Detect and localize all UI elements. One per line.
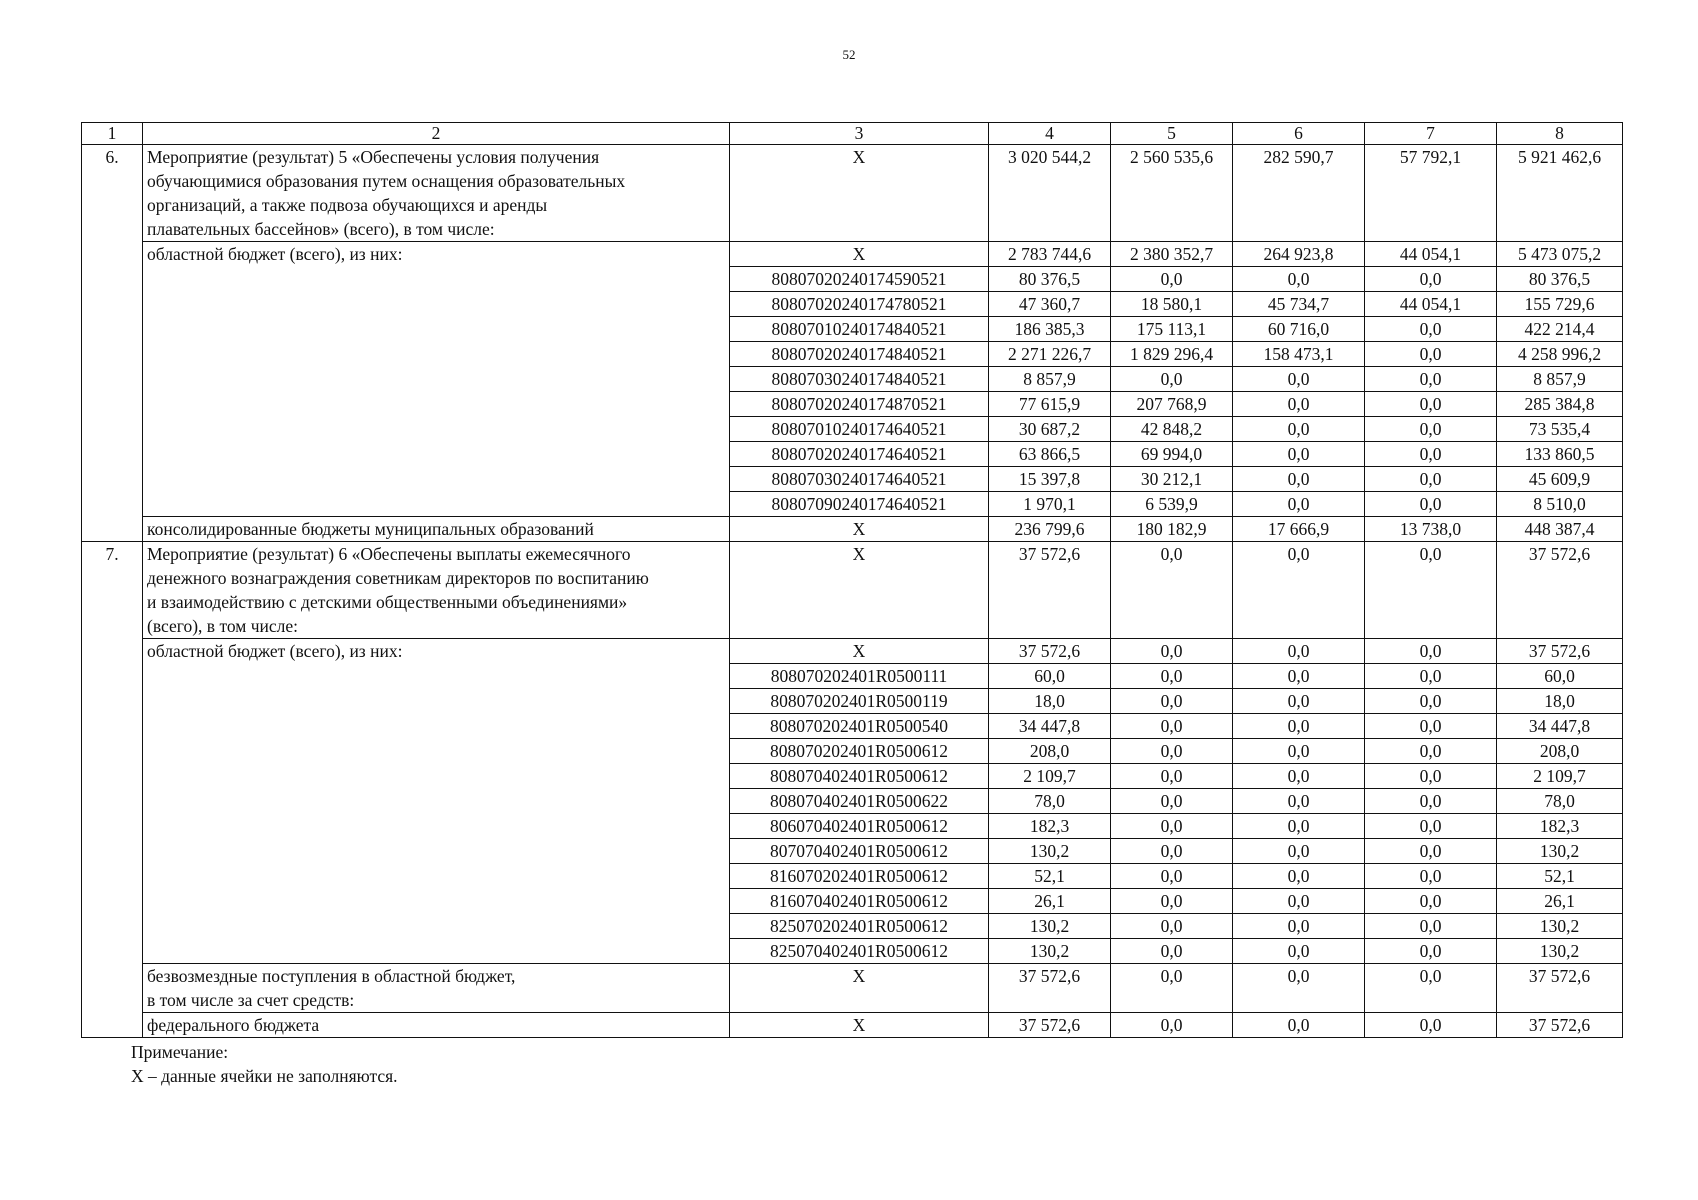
header-row	[82, 123, 1623, 145]
col-7-value: 13 738,0	[1365, 517, 1497, 542]
col-5-value: 0,0	[1111, 739, 1233, 764]
col-7-value: 0,0	[1365, 714, 1497, 739]
col-5-value: 0,0	[1111, 864, 1233, 889]
col-5-value: 0,0	[1111, 889, 1233, 914]
col-6-value: 0,0	[1233, 392, 1365, 417]
column-header-3: 3	[730, 123, 989, 145]
section-title-line: обучающимися образования путем оснащения образовательных	[147, 171, 626, 191]
col-7-value: 0,0	[1365, 267, 1497, 292]
budget-code: 80807020240174870521	[730, 392, 989, 417]
col-6-value: 282 590,7	[1233, 145, 1365, 242]
section-title	[143, 145, 730, 242]
col-4-value: 78,0	[989, 789, 1111, 814]
col-6-value: 0,0	[1233, 864, 1365, 889]
col-5-value: 2 380 352,7	[1111, 242, 1233, 267]
section-number: 6.	[82, 145, 143, 542]
col-7-value: 0,0	[1365, 1013, 1497, 1038]
budget-code: 80807020240174840521	[730, 342, 989, 367]
col-4-value: 37 572,6	[989, 639, 1111, 664]
section-title-line: Мероприятие (результат) 6 «Обеспечены выплаты ежемесячного	[147, 544, 631, 564]
col-4-value: 1 970,1	[989, 492, 1111, 517]
section-number: 7.	[82, 542, 143, 1038]
col-7-value: 44 054,1	[1365, 242, 1497, 267]
col-8-value: 182,3	[1497, 814, 1623, 839]
col-4-value: 186 385,3	[989, 317, 1111, 342]
col-7-value: 0,0	[1365, 789, 1497, 814]
col-5-value: 0,0	[1111, 639, 1233, 664]
col-8-value: 18,0	[1497, 689, 1623, 714]
col-8-value: 26,1	[1497, 889, 1623, 914]
column-header-8: 8	[1497, 123, 1623, 145]
group-label-line: безвозмездные поступления в областной бюджет,	[147, 966, 516, 986]
col-7-value: 0,0	[1365, 664, 1497, 689]
budget-code: 80807010240174640521	[730, 417, 989, 442]
section-title-row	[82, 145, 1623, 242]
col-4-value: 37 572,6	[989, 964, 1111, 1013]
budget-code: 80807030240174640521	[730, 467, 989, 492]
budget-code: 825070402401R0500612	[730, 939, 989, 964]
budget-code: 80807020240174590521	[730, 267, 989, 292]
col-5-value: 0,0	[1111, 814, 1233, 839]
col-8-value: 60,0	[1497, 664, 1623, 689]
footnote-text: X – данные ячейки не заполняются.	[131, 1066, 398, 1086]
col-5-value: 0,0	[1111, 267, 1233, 292]
group-label-line: областной бюджет (всего), из них:	[147, 641, 403, 661]
col-4-value: 15 397,8	[989, 467, 1111, 492]
col-5-value: 0,0	[1111, 689, 1233, 714]
group-row	[82, 242, 1623, 267]
group-label-line: областной бюджет (всего), из них:	[147, 244, 403, 264]
col-7-value: 0,0	[1365, 764, 1497, 789]
col-6-value: 0,0	[1233, 789, 1365, 814]
budget-table	[81, 122, 1623, 1038]
col-7-value: 0,0	[1365, 492, 1497, 517]
col-5-value: 69 994,0	[1111, 442, 1233, 467]
col-8-value: 422 214,4	[1497, 317, 1623, 342]
col-5-value: 0,0	[1111, 764, 1233, 789]
budget-code: 808070202401R0500540	[730, 714, 989, 739]
section-title-line: и взаимодействию с детскими общественными объединениями»	[147, 592, 628, 612]
col-7-value: 0,0	[1365, 689, 1497, 714]
group-label	[143, 964, 730, 1013]
col-6-value: 0,0	[1233, 764, 1365, 789]
col-5-value: 2 560 535,6	[1111, 145, 1233, 242]
col-8-value: 2 109,7	[1497, 764, 1623, 789]
col-6-value: 17 666,9	[1233, 517, 1365, 542]
section-title-line: организаций, а также подвоза обучающихся и аренды	[147, 195, 548, 215]
col-4-value: 77 615,9	[989, 392, 1111, 417]
col-8-value: 34 447,8	[1497, 714, 1623, 739]
group-label	[143, 639, 730, 964]
page-number: 52	[842, 47, 856, 62]
col-5-value: 0,0	[1111, 939, 1233, 964]
col-7-value: 0,0	[1365, 317, 1497, 342]
budget-code: 807070402401R0500612	[730, 839, 989, 864]
budget-code: 816070402401R0500612	[730, 889, 989, 914]
budget-code: 808070402401R0500612	[730, 764, 989, 789]
col-6-value: 0,0	[1233, 914, 1365, 939]
col-6-value: 0,0	[1233, 417, 1365, 442]
column-3-cell: X	[730, 542, 989, 639]
col-8-value: 37 572,6	[1497, 542, 1623, 639]
col-7-value: 0,0	[1365, 639, 1497, 664]
section-title-line: плавательных бассейнов» (всего), в том числе:	[147, 219, 495, 239]
budget-code: 80807020240174780521	[730, 292, 989, 317]
column-header-7: 7	[1365, 123, 1497, 145]
col-6-value: 264 923,8	[1233, 242, 1365, 267]
group-label-line: в том числе за счет средств:	[147, 990, 355, 1010]
group-label	[143, 1013, 730, 1038]
col-7-value: 44 054,1	[1365, 292, 1497, 317]
group-label-line: консолидированные бюджеты муниципальных образований	[147, 519, 594, 539]
column-header-6: 6	[1233, 123, 1365, 145]
col-5-value: 0,0	[1111, 1013, 1233, 1038]
budget-code: 80807030240174840521	[730, 367, 989, 392]
col-7-value: 0,0	[1365, 939, 1497, 964]
group-row	[82, 964, 1623, 1013]
col-8-value: 5 473 075,2	[1497, 242, 1623, 267]
column-3-cell: X	[730, 517, 989, 542]
col-6-value: 0,0	[1233, 267, 1365, 292]
col-6-value: 0,0	[1233, 714, 1365, 739]
budget-code: 808070202401R0500111	[730, 664, 989, 689]
col-8-value: 130,2	[1497, 939, 1623, 964]
section-title	[143, 542, 730, 639]
col-8-value: 73 535,4	[1497, 417, 1623, 442]
column-header-1: 1	[82, 123, 143, 145]
col-4-value: 52,1	[989, 864, 1111, 889]
col-8-value: 37 572,6	[1497, 639, 1623, 664]
budget-code: 80807020240174640521	[730, 442, 989, 467]
column-3-cell: X	[730, 639, 989, 664]
col-7-value: 0,0	[1365, 467, 1497, 492]
col-6-value: 0,0	[1233, 964, 1365, 1013]
col-7-value: 0,0	[1365, 367, 1497, 392]
section-title-line: (всего), в том числе:	[147, 616, 299, 636]
col-4-value: 208,0	[989, 739, 1111, 764]
section-title-line: Мероприятие (результат) 5 «Обеспечены условия получения	[147, 147, 600, 167]
col-7-value: 0,0	[1365, 417, 1497, 442]
col-4-value: 37 572,6	[989, 542, 1111, 639]
section-title-line: денежного вознаграждения советникам директоров по воспитанию	[147, 568, 649, 588]
col-8-value: 155 729,6	[1497, 292, 1623, 317]
col-6-value: 0,0	[1233, 639, 1365, 664]
col-4-value: 8 857,9	[989, 367, 1111, 392]
col-4-value: 80 376,5	[989, 267, 1111, 292]
col-5-value: 0,0	[1111, 542, 1233, 639]
col-4-value: 2 109,7	[989, 764, 1111, 789]
col-8-value: 130,2	[1497, 914, 1623, 939]
column-header-4: 4	[989, 123, 1111, 145]
col-6-value: 0,0	[1233, 542, 1365, 639]
col-6-value: 0,0	[1233, 664, 1365, 689]
col-7-value: 0,0	[1365, 889, 1497, 914]
column-header-2: 2	[143, 123, 730, 145]
col-7-value: 0,0	[1365, 442, 1497, 467]
col-5-value: 0,0	[1111, 914, 1233, 939]
budget-code: 808070202401R0500612	[730, 739, 989, 764]
group-label	[143, 242, 730, 517]
budget-code: 80807010240174840521	[730, 317, 989, 342]
budget-code: 825070202401R0500612	[730, 914, 989, 939]
col-6-value: 0,0	[1233, 467, 1365, 492]
col-5-value: 6 539,9	[1111, 492, 1233, 517]
col-8-value: 45 609,9	[1497, 467, 1623, 492]
budget-code: 808070402401R0500622	[730, 789, 989, 814]
col-8-value: 8 857,9	[1497, 367, 1623, 392]
col-6-value: 0,0	[1233, 814, 1365, 839]
col-8-value: 37 572,6	[1497, 964, 1623, 1013]
col-6-value: 0,0	[1233, 889, 1365, 914]
col-5-value: 0,0	[1111, 664, 1233, 689]
col-8-value: 80 376,5	[1497, 267, 1623, 292]
section-title-row	[82, 542, 1623, 639]
col-4-value: 60,0	[989, 664, 1111, 689]
budget-code: 806070402401R0500612	[730, 814, 989, 839]
col-8-value: 52,1	[1497, 864, 1623, 889]
col-4-value: 130,2	[989, 914, 1111, 939]
col-8-value: 130,2	[1497, 839, 1623, 864]
col-6-value: 0,0	[1233, 367, 1365, 392]
col-5-value: 0,0	[1111, 714, 1233, 739]
col-8-value: 285 384,8	[1497, 392, 1623, 417]
column-3-cell: X	[730, 1013, 989, 1038]
col-4-value: 2 783 744,6	[989, 242, 1111, 267]
col-4-value: 47 360,7	[989, 292, 1111, 317]
col-8-value: 5 921 462,6	[1497, 145, 1623, 242]
col-8-value: 8 510,0	[1497, 492, 1623, 517]
group-row	[82, 1013, 1623, 1038]
col-4-value: 18,0	[989, 689, 1111, 714]
col-8-value: 4 258 996,2	[1497, 342, 1623, 367]
col-7-value: 0,0	[1365, 864, 1497, 889]
col-8-value: 37 572,6	[1497, 1013, 1623, 1038]
budget-code: 816070202401R0500612	[730, 864, 989, 889]
col-4-value: 130,2	[989, 839, 1111, 864]
col-7-value: 57 792,1	[1365, 145, 1497, 242]
group-label	[143, 517, 730, 542]
budget-code: 80807090240174640521	[730, 492, 989, 517]
col-4-value: 3 020 544,2	[989, 145, 1111, 242]
col-8-value: 133 860,5	[1497, 442, 1623, 467]
col-5-value: 18 580,1	[1111, 292, 1233, 317]
group-row	[82, 639, 1623, 664]
col-6-value: 0,0	[1233, 739, 1365, 764]
budget-code: 808070202401R0500119	[730, 689, 989, 714]
col-6-value: 0,0	[1233, 1013, 1365, 1038]
col-5-value: 0,0	[1111, 367, 1233, 392]
col-4-value: 37 572,6	[989, 1013, 1111, 1038]
footnote	[131, 1040, 398, 1088]
col-4-value: 34 447,8	[989, 714, 1111, 739]
col-6-value: 60 716,0	[1233, 317, 1365, 342]
column-3-cell: X	[730, 964, 989, 1013]
col-7-value: 0,0	[1365, 739, 1497, 764]
col-4-value: 236 799,6	[989, 517, 1111, 542]
col-6-value: 0,0	[1233, 492, 1365, 517]
col-7-value: 0,0	[1365, 392, 1497, 417]
col-5-value: 42 848,2	[1111, 417, 1233, 442]
column-3-cell: X	[730, 242, 989, 267]
col-7-value: 0,0	[1365, 542, 1497, 639]
col-5-value: 0,0	[1111, 839, 1233, 864]
col-5-value: 0,0	[1111, 964, 1233, 1013]
col-5-value: 1 829 296,4	[1111, 342, 1233, 367]
group-label-line: федерального бюджета	[147, 1015, 320, 1035]
col-5-value: 207 768,9	[1111, 392, 1233, 417]
col-7-value: 0,0	[1365, 914, 1497, 939]
col-5-value: 30 212,1	[1111, 467, 1233, 492]
col-4-value: 130,2	[989, 939, 1111, 964]
col-4-value: 30 687,2	[989, 417, 1111, 442]
col-7-value: 0,0	[1365, 964, 1497, 1013]
col-7-value: 0,0	[1365, 839, 1497, 864]
col-8-value: 78,0	[1497, 789, 1623, 814]
col-4-value: 2 271 226,7	[989, 342, 1111, 367]
col-5-value: 175 113,1	[1111, 317, 1233, 342]
group-row	[82, 517, 1623, 542]
col-6-value: 0,0	[1233, 442, 1365, 467]
col-7-value: 0,0	[1365, 342, 1497, 367]
col-4-value: 26,1	[989, 889, 1111, 914]
col-4-value: 182,3	[989, 814, 1111, 839]
column-3-cell: X	[730, 145, 989, 242]
col-8-value: 448 387,4	[1497, 517, 1623, 542]
col-5-value: 180 182,9	[1111, 517, 1233, 542]
col-6-value: 0,0	[1233, 839, 1365, 864]
col-6-value: 45 734,7	[1233, 292, 1365, 317]
col-8-value: 208,0	[1497, 739, 1623, 764]
column-header-5: 5	[1111, 123, 1233, 145]
col-4-value: 63 866,5	[989, 442, 1111, 467]
col-6-value: 158 473,1	[1233, 342, 1365, 367]
footnote-title: Примечание:	[131, 1042, 229, 1062]
col-6-value: 0,0	[1233, 939, 1365, 964]
col-6-value: 0,0	[1233, 689, 1365, 714]
col-5-value: 0,0	[1111, 789, 1233, 814]
col-7-value: 0,0	[1365, 814, 1497, 839]
